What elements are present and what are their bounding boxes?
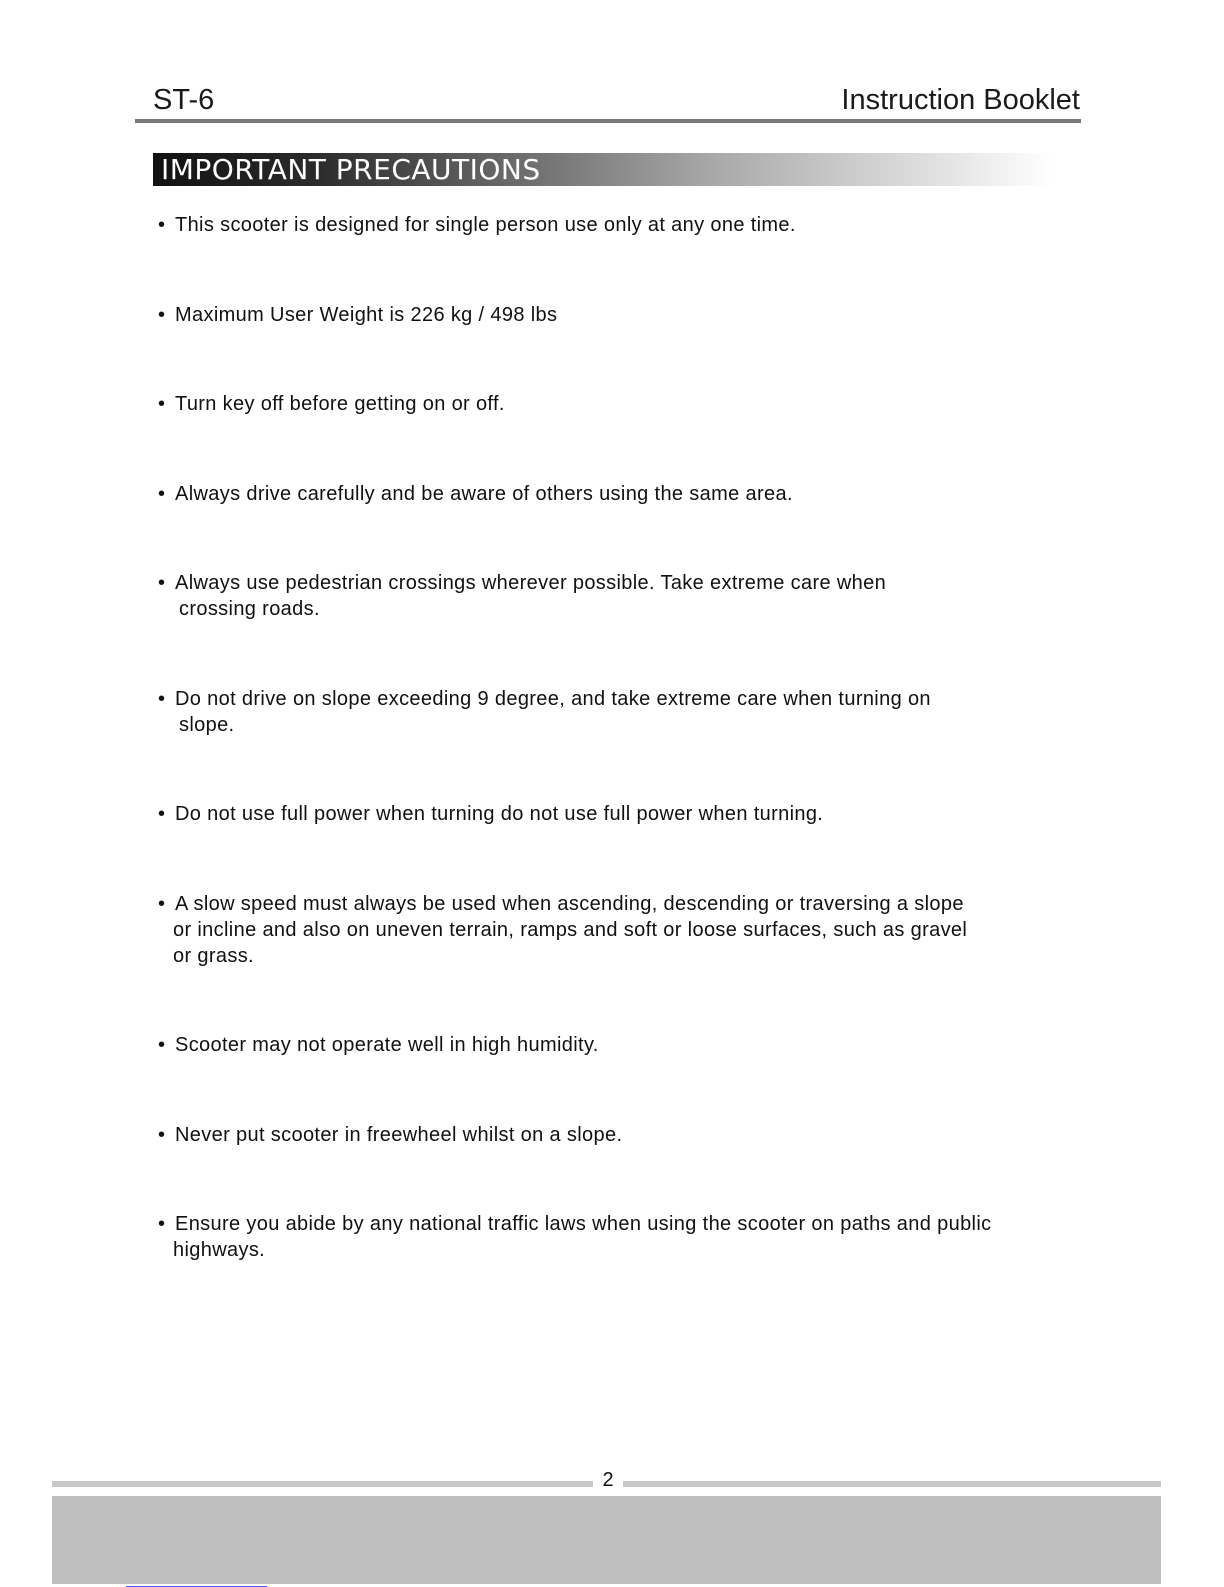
precaution-text-continued: crossing roads.: [179, 598, 320, 620]
precaution-text: Always use pedestrian crossings wherever possible. Take extreme care when: [175, 572, 887, 594]
footer-band: [52, 1496, 1161, 1584]
bullet-icon: •: [158, 572, 166, 594]
precaution-item: [158, 1122, 1063, 1148]
precaution-text: Turn key off before getting on or off.: [175, 393, 505, 415]
precaution-item: [158, 391, 1063, 417]
precaution-text: Scooter may not operate well in high humidity.: [175, 1034, 599, 1056]
precaution-text-continued: or grass.: [173, 945, 254, 967]
precaution-item: [158, 686, 1063, 738]
precaution-item: [158, 570, 1063, 622]
precaution-item: [158, 1032, 1063, 1058]
page-number: 2: [602, 1469, 614, 1491]
precaution-item: [158, 302, 1063, 328]
precaution-text-continued: slope.: [179, 714, 235, 736]
footer-rule-right: [623, 1481, 1161, 1487]
bullet-icon: •: [158, 1124, 166, 1146]
precaution-item: [158, 801, 1063, 827]
model-name: ST-6: [153, 84, 215, 116]
bullet-icon: •: [158, 304, 166, 326]
precaution-item: [158, 481, 1063, 507]
bullet-icon: •: [158, 803, 166, 825]
precaution-text: Do not use full power when turning do not use full power when turning.: [175, 803, 824, 825]
precaution-text: This scooter is designed for single person use only at any one time.: [175, 214, 796, 236]
precaution-item: [158, 891, 1063, 969]
precaution-text: Do not drive on slope exceeding 9 degree, and take extreme care when turning on: [175, 688, 931, 710]
precaution-text: A slow speed must always be used when ascending, descending or traversing a slope: [175, 893, 964, 915]
header-rule: [135, 119, 1081, 123]
precaution-text: Ensure you abide by any national traffic laws when using the scooter on paths and public: [175, 1213, 992, 1235]
bullet-icon: •: [158, 1213, 166, 1235]
precaution-text: Maximum User Weight is 226 kg / 498 lbs: [175, 304, 558, 326]
bullet-icon: •: [158, 1034, 166, 1056]
precaution-text-continued: highways.: [173, 1239, 266, 1261]
footer-rule-left: [52, 1481, 593, 1487]
bullet-icon: •: [158, 393, 166, 415]
precaution-text-continued: or incline and also on uneven terrain, ramps and soft or loose surfaces, such as gravel: [173, 919, 968, 941]
bullet-icon: •: [158, 893, 166, 915]
section-title: IMPORTANT PRECAUTIONS: [161, 153, 541, 186]
bullet-icon: •: [158, 214, 166, 236]
document-title: Instruction Booklet: [841, 84, 1080, 116]
precaution-text: Never put scooter in freewheel whilst on a slope.: [175, 1124, 623, 1146]
bullet-icon: •: [158, 483, 166, 505]
section-banner: [153, 153, 1053, 186]
precaution-text: Always drive carefully and be aware of others using the same area.: [175, 483, 793, 505]
precaution-item: [158, 212, 1063, 238]
precaution-item: [158, 1211, 1063, 1263]
bullet-icon: •: [158, 688, 166, 710]
